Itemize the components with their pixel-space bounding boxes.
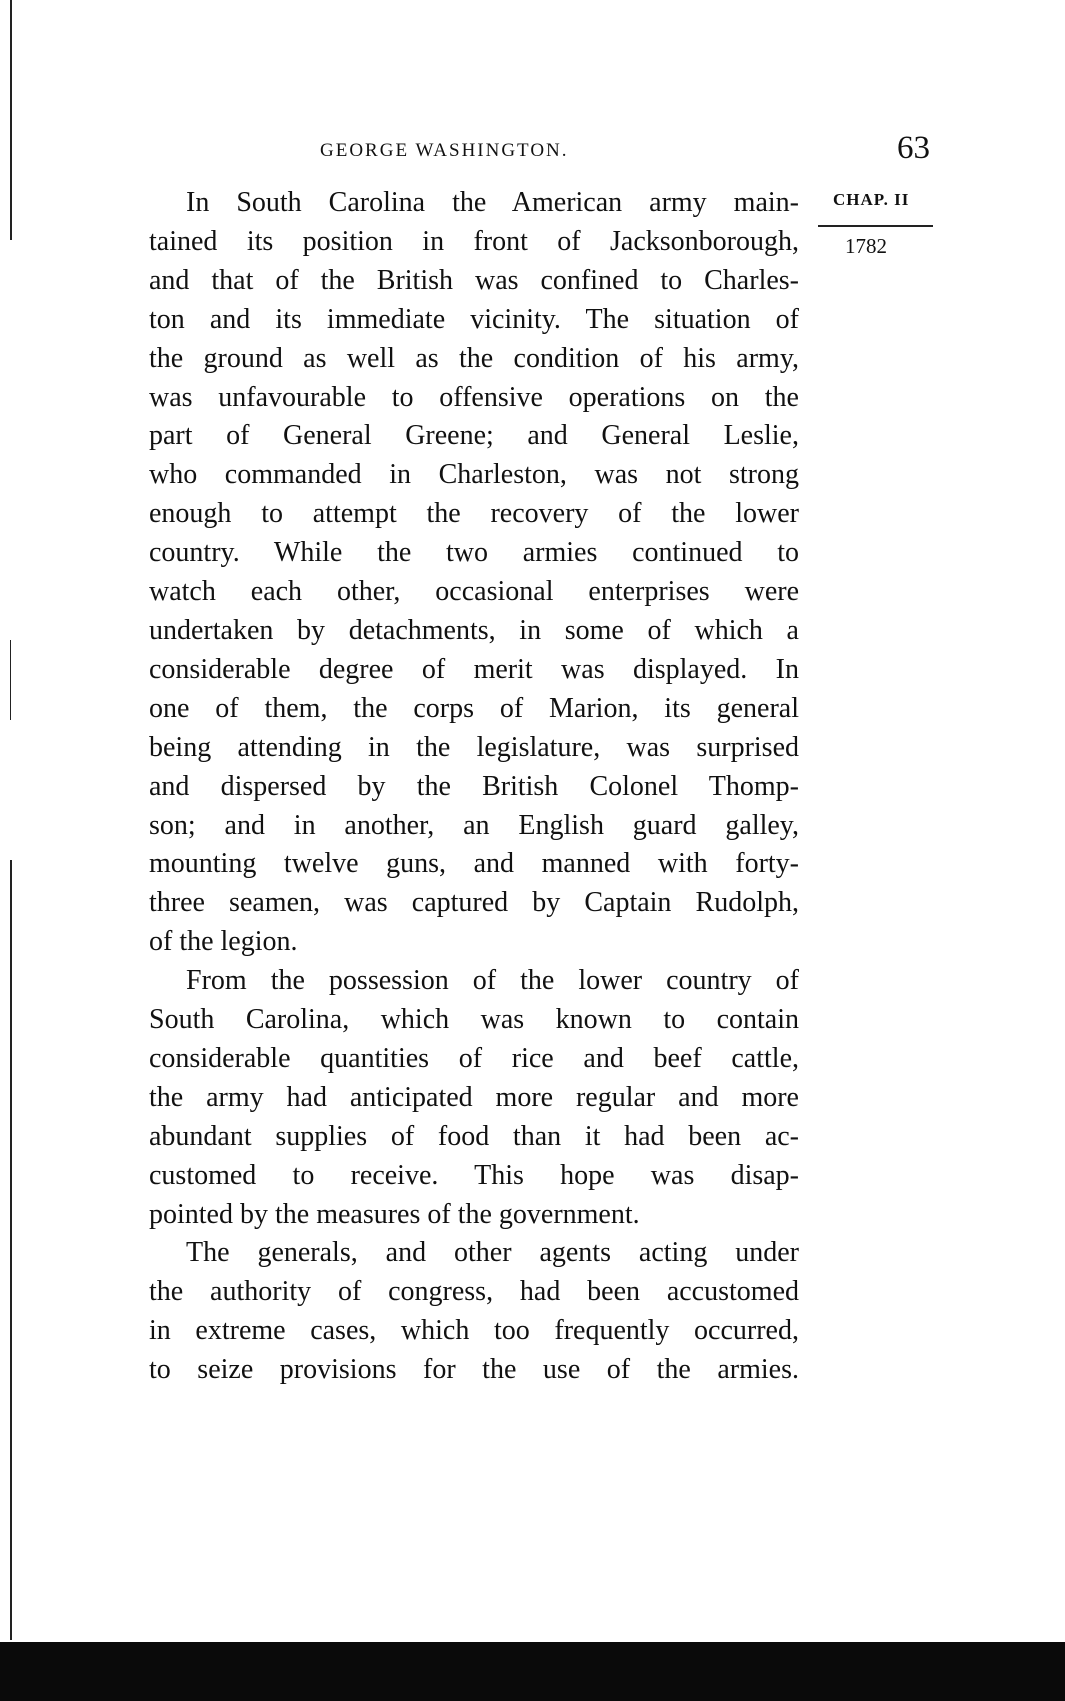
text-line: considerable quantities of rice and beef cattle, bbox=[149, 1042, 799, 1074]
text-line: three seamen, was captured by Captain Rudolph, bbox=[149, 887, 799, 919]
text-line: customed to receive. This hope was disap- bbox=[149, 1159, 799, 1191]
text-line: mounting twelve guns, and manned with forty- bbox=[149, 848, 799, 880]
text-line: and that of the British was confined to Charles- bbox=[149, 264, 799, 296]
text-line: one of them, the corps of Marion, its general bbox=[149, 692, 799, 724]
text-line: abundant supplies of food than it had been ac- bbox=[149, 1120, 799, 1152]
text-line: the authority of congress, had been accustomed bbox=[149, 1276, 799, 1308]
text-line: tained its position in front of Jacksonborough, bbox=[149, 225, 799, 257]
text-line: The generals, and other agents acting under bbox=[186, 1237, 799, 1269]
text-line: of the legion. bbox=[149, 926, 298, 958]
text-line: considerable degree of merit was displayed. In bbox=[149, 653, 799, 685]
text-line: enough to attempt the recovery of the lower bbox=[149, 498, 799, 530]
text-line: In South Carolina the American army main- bbox=[186, 187, 799, 218]
text-line: who commanded in Charleston, was not strong bbox=[149, 459, 799, 491]
text-line: undertaken by detachments, in some of which a bbox=[149, 614, 799, 646]
page-number: 63 bbox=[897, 130, 930, 166]
text-line: being attending in the legislature, was surprised bbox=[149, 731, 799, 763]
marginal-year: 1782 bbox=[845, 234, 887, 258]
text-line: was unfavourable to offensive operations on the bbox=[149, 381, 799, 413]
text-line: and dispersed by the British Colonel Thomp- bbox=[149, 770, 799, 802]
page-edge-line bbox=[10, 0, 12, 240]
marginal-chapter: CHAP. II bbox=[833, 190, 910, 209]
text-line: watch each other, occasional enterprises were bbox=[149, 576, 799, 608]
text-line: the army had anticipated more regular and more bbox=[149, 1081, 799, 1113]
text-line: son; and in another, an English guard galley, bbox=[149, 809, 799, 841]
scan-border bbox=[0, 1642, 1065, 1701]
text-line: From the possession of the lower country of bbox=[186, 965, 799, 997]
page-edge-line bbox=[10, 860, 12, 1640]
body-text bbox=[149, 184, 799, 1390]
text-line: pointed by the measures of the government. bbox=[149, 1198, 640, 1230]
text-line: the ground as well as the condition of his army, bbox=[149, 342, 799, 374]
text-line: ton and its immediate vicinity. The situation of bbox=[149, 303, 799, 335]
marginal-rule bbox=[818, 225, 933, 227]
text-line: to seize provisions for the use of the armies. bbox=[149, 1354, 799, 1386]
page-edge-line bbox=[10, 640, 11, 720]
text-line: in extreme cases, which too frequently occurred, bbox=[149, 1315, 799, 1347]
text-line: South Carolina, which was known to contain bbox=[149, 1004, 799, 1036]
text-line: country. While the two armies continued to bbox=[149, 537, 799, 569]
text-line: part of General Greene; and General Leslie, bbox=[149, 420, 799, 452]
running-title: GEORGE WASHINGTON. bbox=[320, 140, 569, 161]
